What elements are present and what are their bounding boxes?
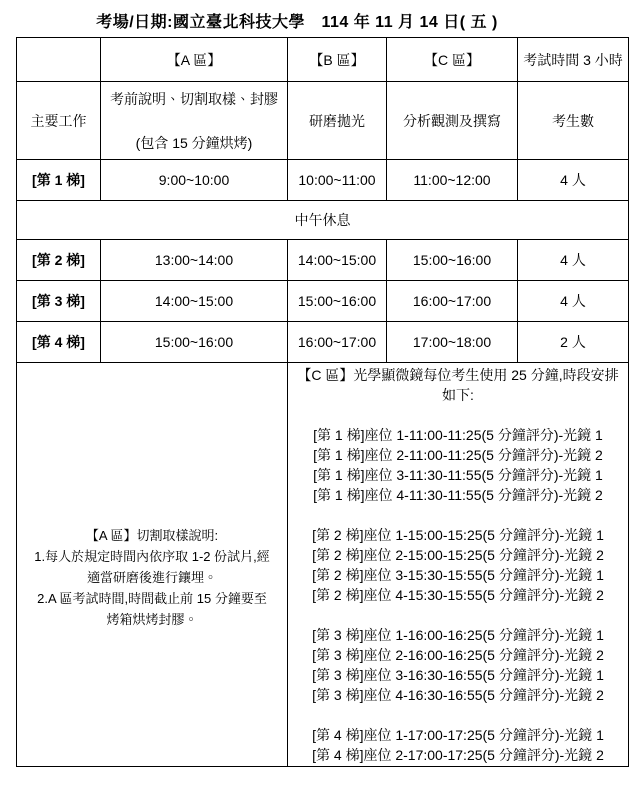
zone-a-header: 【A 區】: [101, 38, 288, 82]
zone-b-time-cell: 14:00~15:00: [288, 240, 387, 281]
zone-c-time-cell: 11:00~12:00: [387, 160, 518, 201]
zone-a-notes-cell: [17, 363, 288, 767]
examinee-count-cell: 4 人: [518, 281, 629, 322]
zone-a-work-line1: 考前說明、切割取樣、封膠: [110, 90, 278, 107]
zone-b-time-cell: 15:00~16:00: [288, 281, 387, 322]
notes-row: [17, 363, 629, 767]
exam-time-header: 考試時間 3 小時: [518, 38, 629, 82]
examinees-header-cell: 考生數: [518, 82, 629, 160]
zone-b-work-cell: 研磨拋光: [288, 82, 387, 160]
work-label-cell: 主要工作: [17, 82, 101, 160]
zone-c-header: 【C 區】: [387, 38, 518, 82]
zone-a-time-cell: 14:00~15:00: [101, 281, 288, 322]
zone-b-time-cell: 16:00~17:00: [288, 322, 387, 363]
examinee-count-cell: 4 人: [518, 240, 629, 281]
zone-a-time-cell: 15:00~16:00: [101, 322, 288, 363]
examinee-count-cell: 4 人: [518, 160, 629, 201]
lunch-break-row: [17, 201, 629, 240]
zone-b-time-cell: 10:00~11:00: [288, 160, 387, 201]
zone-c-notes-cell: [288, 363, 629, 767]
zone-a-notes-text: 【A 區】切割取樣說明: 1.每人於規定時間內依序取 1-2 份試片,經 適當研磨後進行鑲埋。 2.A 區考試時間,時間截止前 15 分鐘要至 烤箱烘烤封膠。: [34, 527, 270, 627]
session-1-row: [17, 160, 629, 201]
session-3-row: [17, 281, 629, 322]
corner-cell: [17, 38, 101, 82]
header-row: [17, 38, 629, 82]
main-work-row: [17, 82, 629, 160]
exam-schedule-table: [16, 37, 629, 767]
lunch-break-cell: 中午休息: [17, 201, 629, 240]
session-label-cell: [第 3 梯]: [17, 281, 101, 322]
page-title: 考場/日期:國立臺北科技大學 114 年 11 月 14 日( 五 ): [96, 14, 498, 31]
examinee-count-cell: 2 人: [518, 322, 629, 363]
session-label-cell: [第 2 梯]: [17, 240, 101, 281]
zone-a-time-cell: 13:00~14:00: [101, 240, 288, 281]
session-2-row: [17, 240, 629, 281]
zone-a-time-cell: 9:00~10:00: [101, 160, 288, 201]
session-label-cell: [第 4 梯]: [17, 322, 101, 363]
zone-c-work-cell: 分析觀測及撰寫: [387, 82, 518, 160]
zone-c-notes-text: 【C 區】光學顯微鏡每位考生使用 25 分鐘,時段安排 如下: [第 1 梯]座位 1-11:00-11:25(5 分鐘評分)-光鏡 1 [第 1 梯]座位 2-11:00-11:25(5 分鐘評分)-光鏡 2 [第 1 梯]座位 3-11:30-11:55(5 分鐘評分)-光鏡 1 [第 1 梯]座位 4-11:30-11:55(5 分鐘評分)-光鏡 2 [第 2 梯]座位 1-15:00-15:25(5 分鐘評分)-光鏡 1 [第 2 梯]座位 2-15:00-15:25(5 分鐘評分)-光鏡 2 [第 2 梯]座位 3-15:30-15:55(5 分鐘評分)-光鏡 1 [第 2 梯]座位 4-15:30-15:55(5 分鐘評分)-光鏡 2 [第 3 梯]座位 1-16:00-16:25(5 分鐘評分)-光鏡 1 [第 3 梯]座位 2-16:00-16:25(5 分鐘評分)-光鏡 2 [第 3 梯]座位 3-16:30-16:55(5 分鐘評分)-光鏡 1 [第 3 梯]座位 4-16:30-16:55(5 分鐘評分)-光鏡 2 [第 4 梯]座位 1-17:00-17:25(5 分鐘評分)-光鏡 1 [第 4 梯]座位 2-17:00-17:25(5 分鐘評分)-光鏡 2: [297, 366, 619, 763]
zone-c-time-cell: 15:00~16:00: [387, 240, 518, 281]
zone-c-time-cell: 17:00~18:00: [387, 322, 518, 363]
zone-a-work-cell: [101, 82, 288, 160]
zone-c-time-cell: 16:00~17:00: [387, 281, 518, 322]
zone-a-work-line2: (包含 15 分鐘烘烤): [135, 134, 253, 151]
session-4-row: [17, 322, 629, 363]
session-label-cell: [第 1 梯]: [17, 160, 101, 201]
zone-b-header: 【B 區】: [288, 38, 387, 82]
